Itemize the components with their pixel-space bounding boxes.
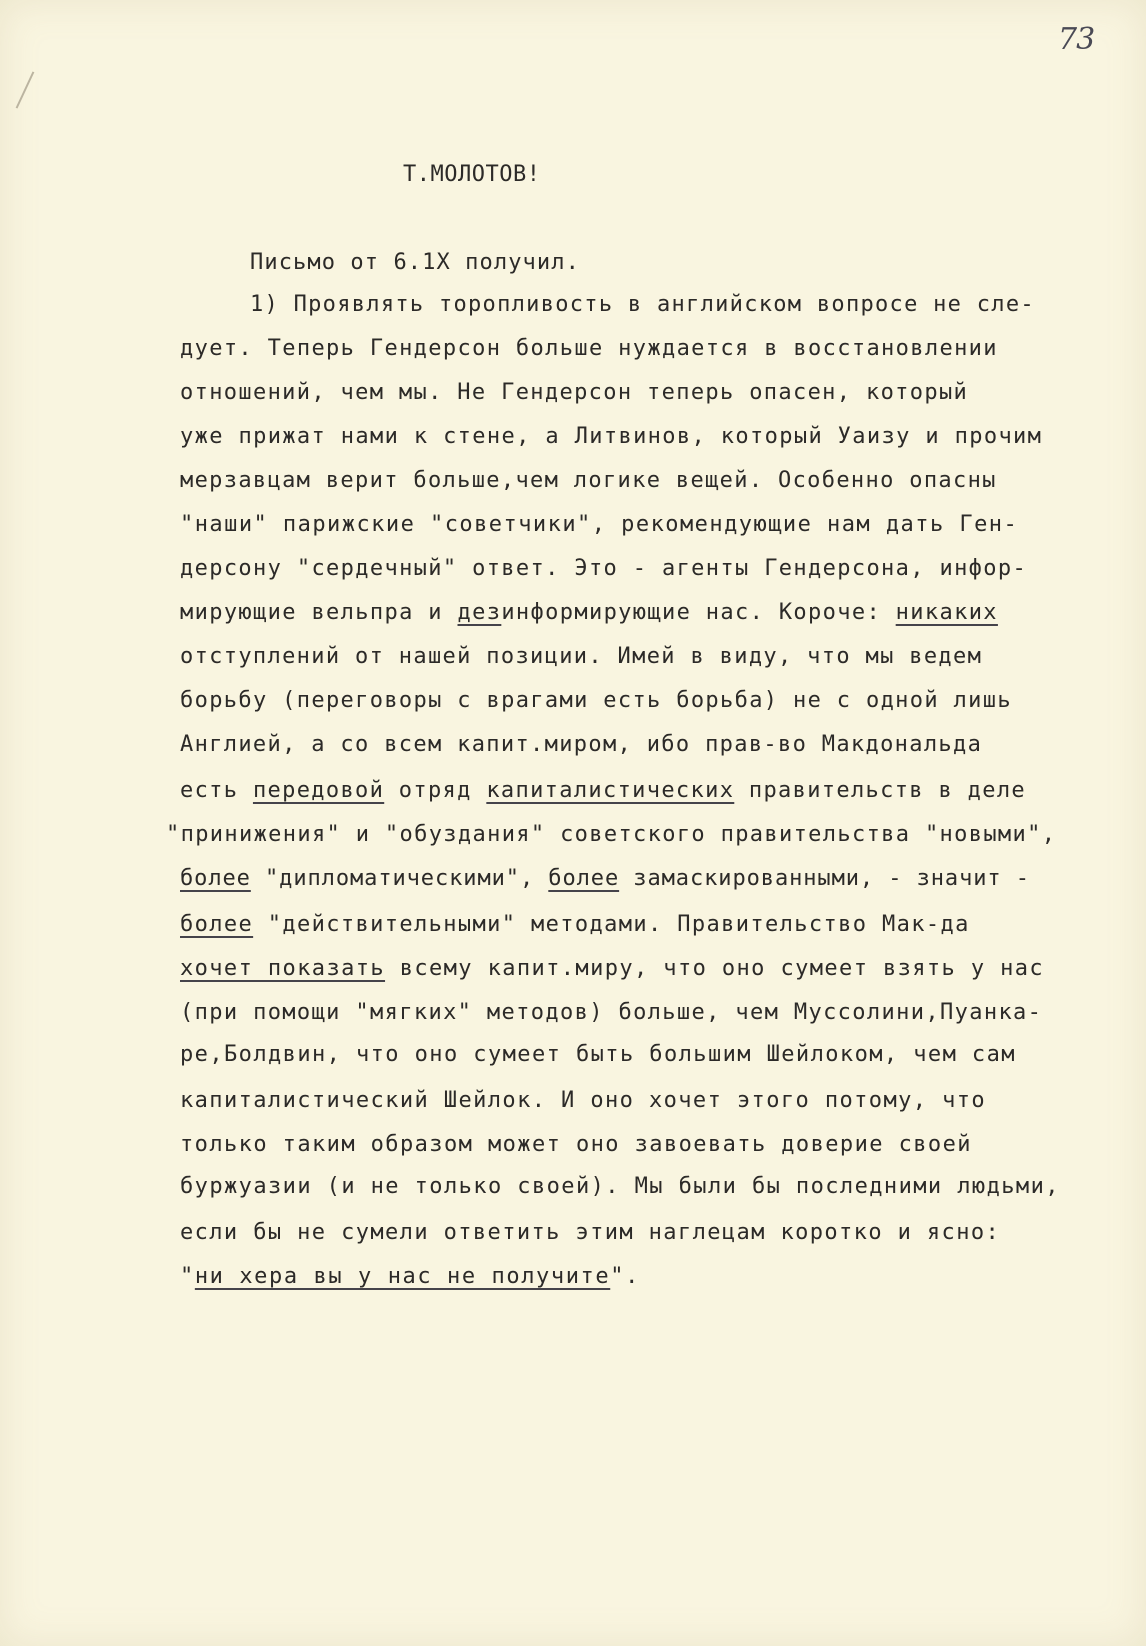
text-segment: (при помощи "мягких" методов) больше, чем Муссолини,Пуанка-	[180, 1000, 1043, 1025]
text-line	[180, 1040, 1016, 1070]
text-segment: отступлений от нашей позиции. Имей в виду, что мы ведем	[180, 644, 983, 669]
text-line	[180, 776, 1026, 806]
text-segment: "действительными" методами. Правительство Мак-да	[253, 912, 970, 937]
text-line	[250, 290, 1035, 320]
underlined-text: более	[548, 866, 620, 891]
text-segment: информирующие нас. Короче:	[501, 600, 896, 625]
text-segment: есть	[180, 778, 253, 803]
text-segment: Англией, а со всем капит.миром, ибо прав-во Макдональда	[180, 732, 983, 757]
underlined-text: хочет показать	[180, 956, 386, 981]
text-segment: "наши" парижские "советчики", рекомендующие нам дать Ген-	[180, 512, 1019, 537]
text-segment: 1) Проявлять торопливость в английском вопросе не сле-	[250, 292, 1035, 317]
text-line	[166, 820, 1056, 850]
text-segment: отряд	[384, 778, 487, 803]
page-number: 73	[1058, 22, 1095, 57]
text-segment: дует. Теперь Гендерсон больше нуждается в восстановлении	[180, 336, 998, 361]
text-segment: капиталистический Шейлок. И оно хочет этого потому, что	[180, 1088, 987, 1113]
text-line	[180, 598, 998, 628]
text-line	[180, 864, 1030, 894]
text-segment: ".	[610, 1264, 640, 1289]
underlined-text: ни хера вы у нас не получите	[194, 1264, 611, 1289]
text-line	[180, 1172, 1060, 1202]
text-segment: правительств в деле	[734, 778, 1026, 803]
text-line	[180, 1086, 986, 1116]
margin-mark	[16, 71, 35, 108]
text-segment: если бы не сумели ответить этим наглецам коротко и ясно:	[180, 1220, 1001, 1245]
text-line	[180, 1218, 1000, 1248]
text-line	[180, 998, 1042, 1028]
text-segment: мирующие вельпра и	[180, 600, 458, 625]
text-segment: уже прижат нами к стене, а Литвинов, который Уаизу и прочим	[180, 424, 1043, 449]
text-line	[180, 642, 982, 672]
text-segment: дерсону "сердечный" ответ. Это - агенты Гендерсона, инфор-	[180, 556, 1028, 581]
text-line	[180, 1130, 972, 1160]
text-line	[180, 730, 982, 760]
text-segment: всему капит.миру, что оно сумеет взять у нас	[385, 956, 1045, 981]
underlined-text: капиталистических	[486, 778, 735, 803]
text-segment: мерзавцам верит больше,чем логике вещей. Особенно опасны	[180, 468, 997, 493]
underlined-text: более	[180, 912, 254, 937]
text-line	[180, 910, 970, 940]
text-segment: Письмо от 6.1Х получил.	[250, 250, 580, 275]
text-line	[180, 334, 998, 364]
text-line	[250, 248, 580, 278]
underlined-text: никаких	[895, 600, 998, 625]
text-segment: "	[180, 1264, 195, 1289]
text-line	[180, 954, 1044, 984]
text-segment: буржуазии (и не только своей). Мы были бы последними людьми,	[180, 1174, 1060, 1199]
underlined-text: дез	[457, 600, 502, 625]
text-line	[180, 466, 997, 496]
text-line	[180, 422, 1042, 452]
text-line	[180, 686, 1012, 716]
text-segment: ре,Болдвин, что оно сумеет быть большим Шейлоком, чем сам	[180, 1042, 1016, 1067]
text-segment: замаскированными, - значит -	[619, 866, 1030, 891]
letter-title: Т.МОЛОТОВ!	[403, 162, 541, 187]
text-line	[180, 1262, 640, 1292]
text-segment: отношений, чем мы. Не Гендерсон теперь опасен, который	[180, 380, 969, 405]
text-segment: "принижения" и "обуздания" советского правительства "новыми",	[166, 822, 1057, 847]
text-line	[180, 554, 1027, 584]
text-segment: "дипломатическими",	[250, 866, 549, 891]
text-line	[180, 510, 1018, 540]
text-segment: борьбу (переговоры с врагами есть борьба) не с одной лишь	[180, 688, 1012, 713]
underlined-text: более	[180, 866, 251, 891]
text-line	[180, 378, 968, 408]
underlined-text: передовой	[252, 778, 385, 803]
text-segment: только таким образом может оно завоевать доверие своей	[180, 1132, 972, 1157]
